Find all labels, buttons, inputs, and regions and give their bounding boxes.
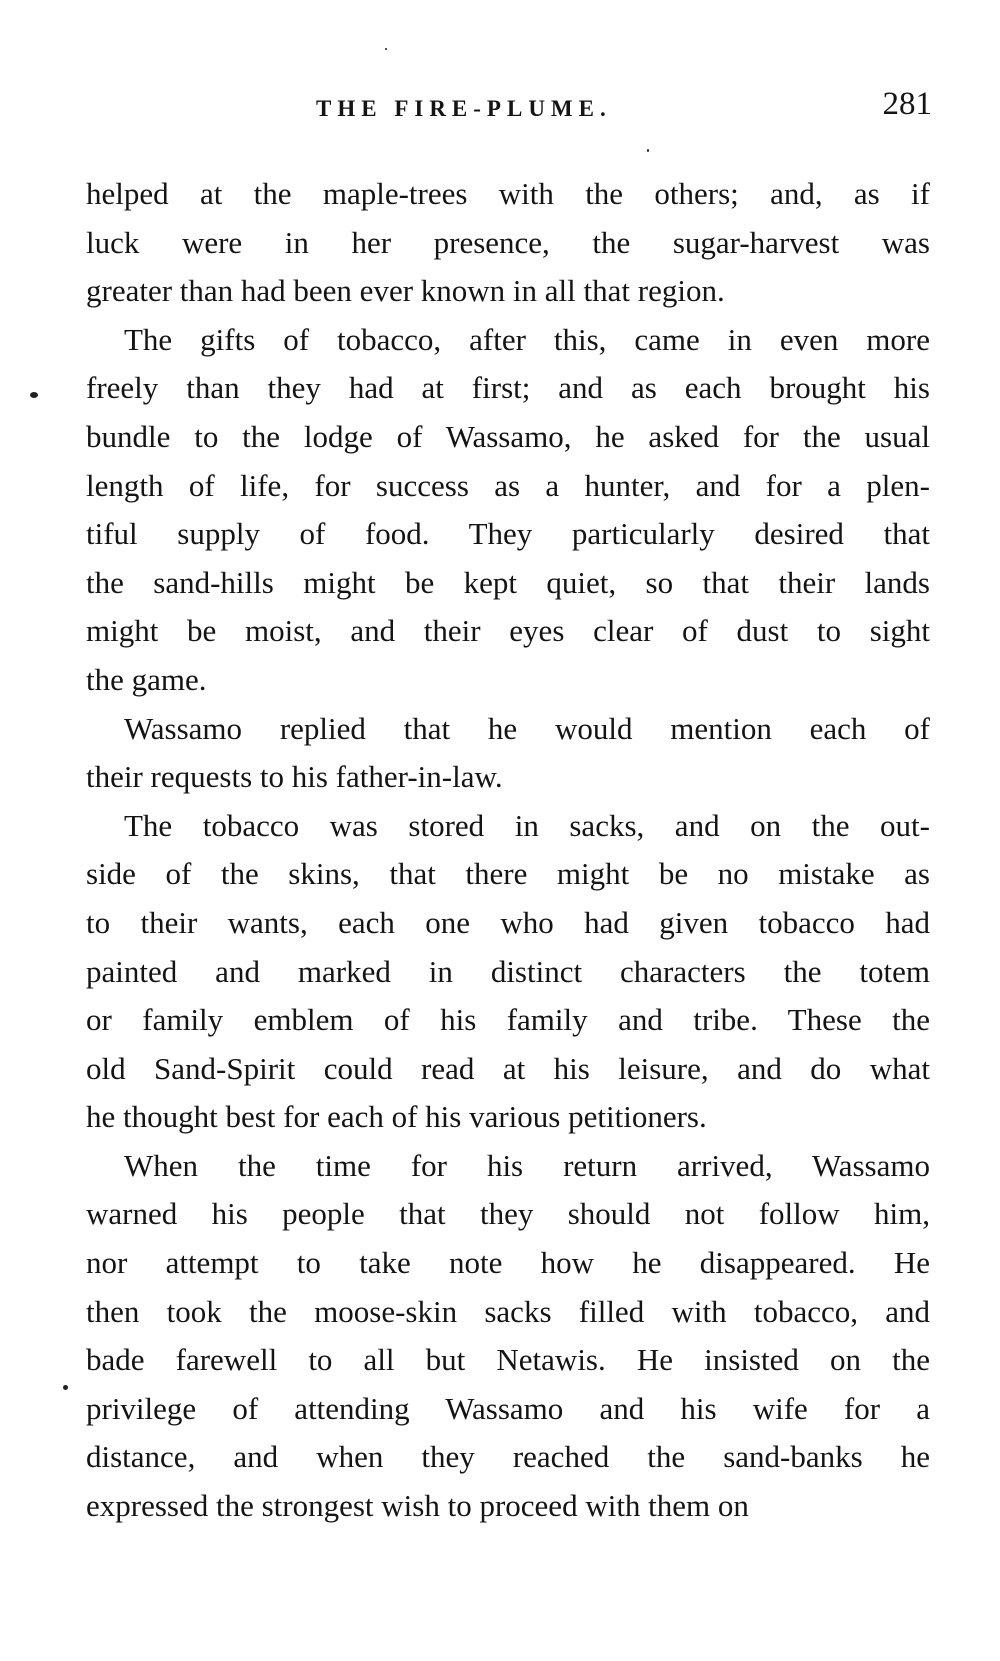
- text-line: [86, 607, 930, 656]
- text-line: [86, 1190, 930, 1239]
- text-line: [86, 1093, 930, 1142]
- text-line-content: then took the moose-skin sacks filled with tobacco, and: [86, 1293, 930, 1329]
- text-line: [86, 1385, 930, 1434]
- text-line: [86, 948, 930, 997]
- text-line: [86, 364, 930, 413]
- text-line-content: old Sand-Spirit could read at his leisure, and do what: [86, 1050, 930, 1086]
- text-line: [86, 219, 930, 268]
- text-line: [86, 316, 930, 365]
- text-line: [86, 1336, 930, 1385]
- text-line-content: tiful supply of food. They particularly desired that: [86, 516, 930, 552]
- page-number: 281: [882, 86, 932, 122]
- ink-speck: [385, 48, 387, 50]
- ink-speck: [647, 149, 649, 152]
- text-line-content: length of life, for success as a hunter, and for a plen-: [86, 467, 930, 503]
- text-line-content: privilege of attending Wassamo and his wife for a: [86, 1390, 930, 1426]
- text-line-content: When the time for his return arrived, Wassamo: [124, 1147, 930, 1183]
- text-line: [86, 753, 930, 802]
- text-line: [86, 1142, 930, 1191]
- text-line: [86, 802, 930, 851]
- text-line: [86, 705, 930, 754]
- text-line-content: he thought best for each of his various petitioners.: [86, 1099, 707, 1135]
- text-line-content: freely than they had at first; and as each brought his: [86, 370, 930, 406]
- text-line-content: nor attempt to take note how he disappeared. He: [86, 1245, 930, 1281]
- text-line: [86, 1433, 930, 1482]
- text-line-content: warned his people that they should not follow him,: [86, 1196, 930, 1232]
- text-line-content: The gifts of tobacco, after this, came in even more: [124, 321, 930, 357]
- ink-speck: [30, 392, 38, 398]
- body-text: [86, 170, 930, 1531]
- text-line: [86, 413, 930, 462]
- text-line-content: to their wants, each one who had given tobacco had: [86, 904, 930, 940]
- text-line-content: The tobacco was stored in sacks, and on the out-: [124, 807, 930, 843]
- text-line-content: greater than had been ever known in all that region.: [86, 273, 725, 309]
- text-line-content: the sand-hills might be kept quiet, so that their lands: [86, 564, 930, 600]
- text-line: [86, 656, 930, 705]
- text-line: [86, 1239, 930, 1288]
- text-line: [86, 267, 930, 316]
- running-title: THE FIRE-PLUME.: [316, 96, 612, 121]
- text-line-content: their requests to his father-in-law.: [86, 759, 503, 795]
- text-line: [86, 899, 930, 948]
- text-line-content: bade farewell to all but Netawis. He insisted on the: [86, 1342, 930, 1378]
- text-line-content: helped at the maple-trees with the others; and, as if: [86, 176, 930, 211]
- text-line-content: luck were in her presence, the sugar-harvest was: [86, 224, 930, 260]
- text-line: [86, 559, 930, 608]
- text-line-content: or family emblem of his family and tribe. These the: [86, 1002, 930, 1038]
- text-line: [86, 1045, 930, 1094]
- text-line: [86, 850, 930, 899]
- text-line: [86, 510, 930, 559]
- text-line-content: painted and marked in distinct characters the totem: [86, 953, 930, 989]
- text-line: [86, 1288, 930, 1337]
- text-line-content: distance, and when they reached the sand-banks he: [86, 1439, 930, 1475]
- text-line-content: the game.: [86, 661, 207, 697]
- text-line-content: bundle to the lodge of Wassamo, he asked for the usual: [86, 418, 930, 454]
- text-line-content: might be moist, and their eyes clear of dust to sight: [86, 613, 930, 649]
- text-line: [86, 462, 930, 511]
- text-line: [86, 996, 930, 1045]
- text-line-content: expressed the strongest wish to proceed with them on: [86, 1488, 749, 1524]
- text-line-content: side of the skins, that there might be no mistake as: [86, 856, 930, 892]
- text-line-content: Wassamo replied that he would mention each of: [124, 710, 930, 746]
- text-line: [86, 1482, 930, 1531]
- text-line: [86, 170, 930, 219]
- ink-speck: [63, 1385, 68, 1390]
